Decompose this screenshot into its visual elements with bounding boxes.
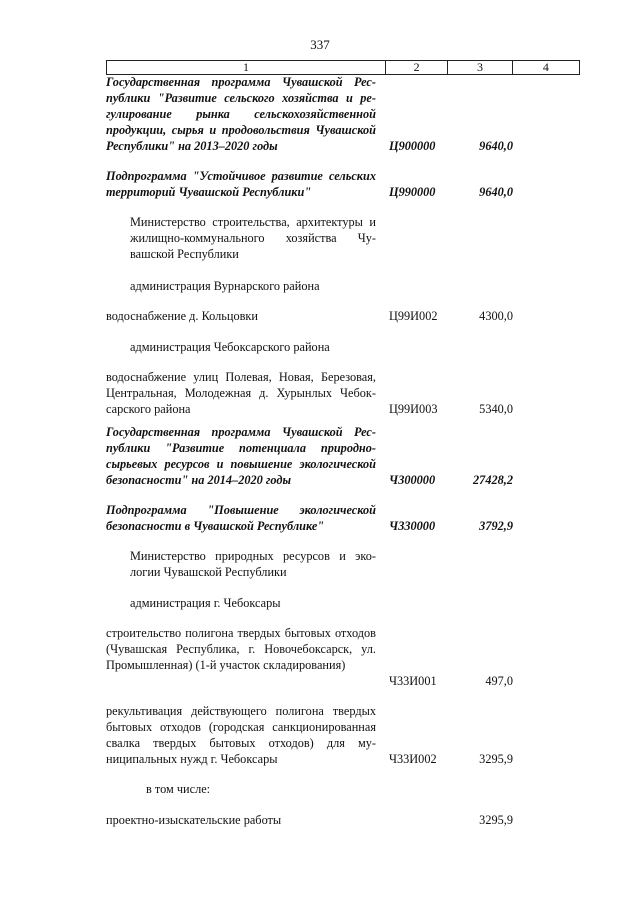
row-description: Государственная программа Чувашской Республики "Развитие сельского хозяйства и регулирование рынка сельскохозяйственной продукции, сырья и продовольствия Чувашской Республики" на 2013–2020 годы bbox=[106, 75, 376, 154]
row-amount: 9640,0 bbox=[479, 185, 513, 199]
header-col-4: 4 bbox=[512, 61, 579, 75]
row-description: Подпрограмма "Устойчивое развитие сельских территорий Чувашской Республики" bbox=[106, 169, 376, 200]
row-description: рекультивация действующего полигона твердых бытовых отходов (городская санкционированная свалка твердых бытовых отходов) для муниципальных нужд г. Чебоксары bbox=[106, 704, 376, 767]
row-code: Ц990000 bbox=[389, 185, 436, 199]
row-amount: 497,0 bbox=[485, 674, 513, 688]
row-description: проектно-изыскательские работы bbox=[106, 813, 282, 827]
header-col-3: 3 bbox=[448, 61, 512, 75]
row-amount: 3295,9 bbox=[479, 813, 513, 827]
row-code: Ц99И003 bbox=[389, 402, 438, 416]
row-description: водоснабжение д. Кольцовки bbox=[106, 309, 258, 323]
page-number: 337 bbox=[310, 37, 330, 52]
row-description: администрация Вурнарского района bbox=[130, 279, 320, 293]
row-description: Подпрограмма "Повышение экологической безопасности в Чувашской Республике" bbox=[106, 503, 376, 534]
row-code: Ч300000 bbox=[389, 473, 436, 487]
row-code: Ц99И002 bbox=[389, 309, 438, 323]
table-header bbox=[106, 60, 580, 75]
row-code: Ч33И001 bbox=[389, 674, 437, 688]
row-description: Министерство природных ресурсов и экологии Чувашской Республики bbox=[130, 549, 376, 580]
row-code: Ц900000 bbox=[389, 139, 436, 153]
row-description: администрация г. Чебоксары bbox=[130, 596, 281, 610]
row-code: Ч33И002 bbox=[389, 752, 437, 766]
row-amount: 9640,0 bbox=[479, 139, 513, 153]
row-amount: 5340,0 bbox=[479, 402, 513, 416]
row-code: Ч330000 bbox=[389, 519, 436, 533]
row-description: водоснабжение улиц Полевая, Новая, Березовая, Центральная, Молодежная д. Хурынлых Чебоксарского района bbox=[106, 370, 376, 417]
row-amount: 4300,0 bbox=[479, 309, 513, 323]
row-amount: 3792,9 bbox=[479, 519, 513, 533]
header-col-2: 2 bbox=[385, 61, 447, 75]
row-description: Государственная программа Чувашской Республики "Развитие потенциала природно-сырьевых ресурсов и повышение экологической безопасности" на 2014–2020 годы bbox=[106, 425, 376, 488]
row-amount: 27428,2 bbox=[473, 473, 513, 487]
row-description: администрация Чебоксарского района bbox=[130, 340, 330, 354]
header-col-1: 1 bbox=[107, 61, 386, 75]
row-description: в том числе: bbox=[146, 782, 211, 796]
row-description: строительство полигона твердых бытовых отходов (Чувашская Республика, г. Новочебоксарск, ул. Промышленная) (1-й участок складирования) bbox=[106, 626, 376, 673]
row-amount: 3295,9 bbox=[479, 752, 513, 766]
row-description: Министерство строительства, архитектуры и жилищно-коммунального хозяйства Чувашской Республики bbox=[130, 215, 376, 262]
